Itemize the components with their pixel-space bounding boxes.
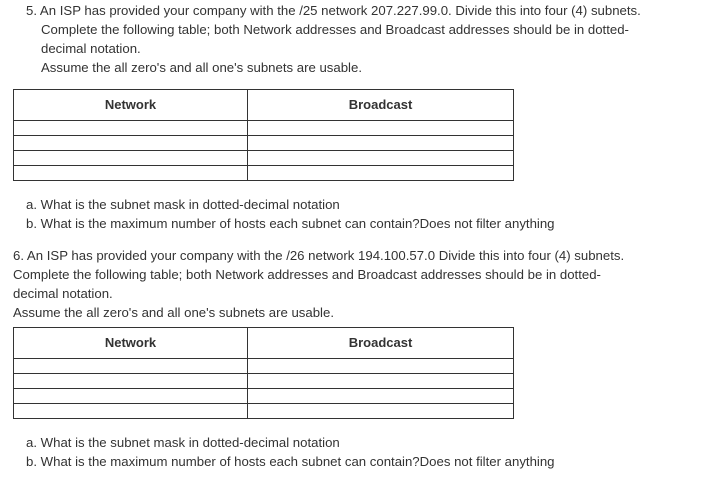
network-column-header: Network (14, 328, 248, 359)
broadcast-cell[interactable] (248, 404, 514, 419)
question-5-subquestions (26, 195, 696, 233)
question-5-line: Complete the following table; both Network addresses and Broadcast addresses should be in dotted- (41, 22, 629, 37)
broadcast-cell[interactable] (248, 166, 514, 181)
table-row (14, 389, 514, 404)
question-6-line: decimal notation. (13, 286, 113, 301)
network-cell[interactable] (14, 136, 248, 151)
network-cell[interactable] (14, 166, 248, 181)
subquestion-a: a. What is the subnet mask in dotted-decimal notation (26, 197, 340, 212)
question-6-line: Assume the all zero's and all one's subnets are usable. (13, 305, 334, 320)
table-row (14, 136, 514, 151)
network-cell[interactable] (14, 151, 248, 166)
network-cell[interactable] (14, 374, 248, 389)
broadcast-cell[interactable] (248, 151, 514, 166)
table-row (14, 404, 514, 419)
question-6-line: Complete the following table; both Network addresses and Broadcast addresses should be in dotted- (13, 267, 601, 282)
table-header-row (14, 90, 514, 121)
question-5-line: Assume the all zero's and all one's subnets are usable. (41, 60, 362, 75)
table-header-row (14, 328, 514, 359)
broadcast-cell[interactable] (248, 389, 514, 404)
broadcast-cell[interactable] (248, 359, 514, 374)
question-6-text (13, 246, 693, 322)
network-cell[interactable] (14, 389, 248, 404)
broadcast-column-header: Broadcast (248, 90, 514, 121)
question-5-subnet-table (13, 89, 514, 181)
question-5-line: 5. An ISP has provided your company with the /25 network 207.227.99.0. Divide this into four (4) subnets. (26, 3, 641, 18)
question-5-text (26, 1, 696, 77)
broadcast-cell[interactable] (248, 374, 514, 389)
subquestion-b: b. What is the maximum number of hosts each subnet can contain?Does not filter anything (26, 454, 555, 469)
network-cell[interactable] (14, 404, 248, 419)
subquestion-a: a. What is the subnet mask in dotted-decimal notation (26, 435, 340, 450)
broadcast-cell[interactable] (248, 136, 514, 151)
table-row (14, 359, 514, 374)
question-6-line: 6. An ISP has provided your company with the /26 network 194.100.57.0 Divide this into four (4) subnets. (13, 248, 625, 263)
network-cell[interactable] (14, 121, 248, 136)
network-cell[interactable] (14, 359, 248, 374)
subquestion-b: b. What is the maximum number of hosts each subnet can contain?Does not filter anything (26, 216, 555, 231)
table-row (14, 121, 514, 136)
question-6-subnet-table (13, 327, 514, 419)
broadcast-column-header: Broadcast (248, 328, 514, 359)
network-column-header: Network (14, 90, 248, 121)
question-5-line: decimal notation. (41, 41, 141, 56)
table-row (14, 374, 514, 389)
table-row (14, 151, 514, 166)
table-row (14, 166, 514, 181)
question-6-subquestions (26, 433, 696, 471)
broadcast-cell[interactable] (248, 121, 514, 136)
